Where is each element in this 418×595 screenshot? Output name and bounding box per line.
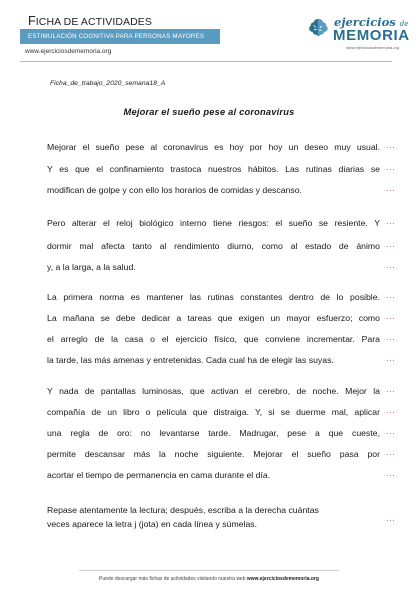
answer-blank[interactable]: ... xyxy=(386,240,396,249)
brain-icon xyxy=(306,16,330,40)
text-line-content: la tarde, las más amenas y entretenidas. Cada cual ha de elegir las suyas. xyxy=(47,355,334,365)
text-line-content: modifican de golpe y con ello los horarios de comidas y descanso. xyxy=(47,185,302,195)
answer-blank[interactable]: ... xyxy=(386,291,396,300)
text-line xyxy=(47,241,380,252)
total-answer-blank[interactable]: ... xyxy=(386,514,396,523)
site-logo xyxy=(306,14,410,54)
header-subtitle-band: ESTIMULACIÓN COGNITIVA PARA PERSONAS MAYORES xyxy=(20,29,220,44)
instruction-line: Repase atentamente la lectura; después, escriba a la derecha cuántas xyxy=(47,505,319,515)
text-line xyxy=(47,470,380,481)
text-line xyxy=(47,185,380,196)
text-line xyxy=(47,386,380,397)
text-line-content: Mejorar el sueño pese al coronavirus es hoy por hoy un deseo muy usual. xyxy=(47,142,380,152)
text-line xyxy=(47,355,380,366)
text-line xyxy=(47,262,380,273)
footer xyxy=(0,576,418,582)
answer-blank[interactable]: ... xyxy=(386,261,396,270)
text-line-content: acortar el tiempo de permanencia en cama durante el día. xyxy=(47,470,271,480)
page-title: Mejorar el sueño pese al coronavirus xyxy=(123,107,295,117)
text-line xyxy=(47,142,380,153)
text-line-content: dormir mal afecta tanto al rendimiento diurno, como al estado de ánimo xyxy=(47,241,380,251)
answer-blank[interactable]: ... xyxy=(386,217,396,226)
logo-main-text: MEMORIA xyxy=(333,27,410,44)
worksheet-header-title xyxy=(28,14,152,28)
text-line xyxy=(47,218,380,229)
answer-blank[interactable]: ... xyxy=(386,427,396,436)
answer-blank[interactable]: ... xyxy=(386,406,396,415)
instruction-line: veces aparece la letra j (jota) en cada línea y súmelas. xyxy=(47,519,258,529)
text-line-content: Y es que el confinamiento trastoca nuestros hábitos. Las rutinas diarias se xyxy=(47,164,380,174)
answer-blank[interactable]: ... xyxy=(386,469,396,478)
answer-blank[interactable]: ... xyxy=(386,333,396,342)
text-line-content: una regla de oro: no levantarse tarde. Madrugar, pese a que cueste, xyxy=(47,428,380,438)
answer-blank[interactable]: ... xyxy=(386,184,396,193)
text-line-content: La primera norma es mantener las rutinas constantes dentro de lo posible. xyxy=(47,292,380,302)
text-line xyxy=(47,313,380,324)
text-line-content: y, a la larga, a la salud. xyxy=(47,262,136,272)
answer-blank[interactable]: ... xyxy=(386,385,396,394)
text-line xyxy=(47,334,380,345)
footer-text: Puede descargar más fichas de actividades visitando nuestra web xyxy=(99,576,246,582)
logo-top-text: ejercicios de xyxy=(334,15,409,29)
text-line xyxy=(47,428,380,439)
text-line-content: Pero alterar el reloj biológico interno tiene riesgos: el sueño se resiente. Y xyxy=(47,218,380,228)
text-line xyxy=(47,449,380,460)
text-line-content: el arreglo de la casa o el ejercicio físico, que conviene incrementar. Para xyxy=(47,334,380,344)
text-line xyxy=(47,407,380,418)
footer-url: www.ejerciciosdememoria.org xyxy=(246,576,319,582)
text-line-content: permite descansar más la noche siguiente. Mejorar el sueño pasa por xyxy=(47,449,380,459)
footer-divider xyxy=(79,570,339,571)
answer-blank[interactable]: ... xyxy=(386,312,396,321)
answer-blank[interactable]: ... xyxy=(386,448,396,457)
text-line-content: Y nada de pantallas luminosas, que activan el cerebro, de noche. Mejor la xyxy=(47,386,380,396)
text-line xyxy=(47,292,380,303)
worksheet-reference: Ficha_de_trabajo_2020_semana18_A xyxy=(50,80,166,87)
text-line xyxy=(47,164,380,175)
header-title-initial: F xyxy=(28,14,36,28)
header-title-rest: ICHA DE ACTIVIDADES xyxy=(35,16,153,28)
logo-small-url: www.ejerciciosdememoria.org xyxy=(346,45,400,50)
text-line-content: compañía de un libro o película que distraiga. Y, si se duerme mal, aplicar xyxy=(47,407,380,417)
answer-blank[interactable]: ... xyxy=(386,163,396,172)
header-divider xyxy=(20,61,392,62)
answer-blank[interactable]: ... xyxy=(386,141,396,150)
header-url: www.ejerciciosdememoria.org xyxy=(25,48,112,55)
text-line-content: La mañana se debe dedicar a tareas que exigen un mayor esfuerzo; como xyxy=(47,313,380,323)
answer-blank[interactable]: ... xyxy=(386,354,396,363)
